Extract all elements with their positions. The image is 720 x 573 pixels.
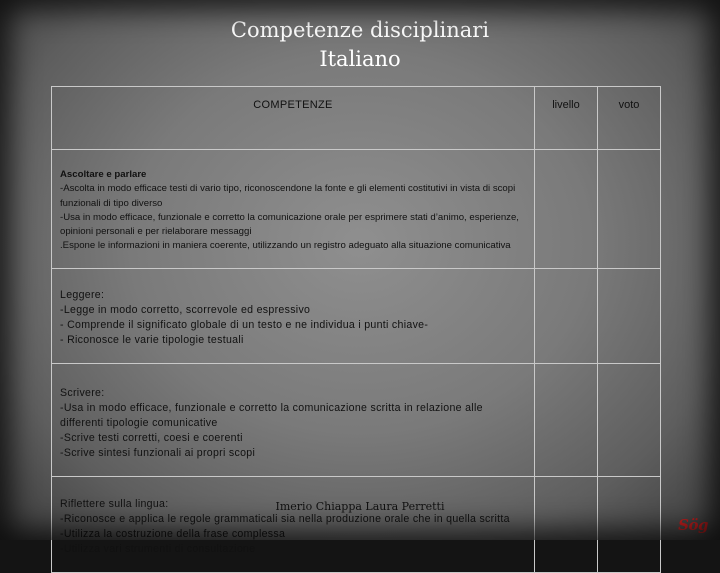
competence-heading: Scrivere: [60, 386, 105, 399]
authors-footer: Imerio Chiappa Laura Perretti [275, 500, 445, 513]
voto-cell [598, 476, 661, 572]
competence-description: -Riconosce e applica le regole grammaticali sia nella produzione orale che in quella scritta -Utilizza la costruzione della frase complessa -Utilizza vari strumenti di consultazione [60, 512, 510, 555]
competence-cell [52, 268, 535, 363]
competence-heading: Ascoltare e parlare [60, 169, 147, 181]
livello-cell [535, 363, 598, 476]
livello-cell [535, 150, 598, 269]
logo: Sög [678, 516, 708, 534]
table-header-row [52, 87, 661, 150]
livello-cell [535, 268, 598, 363]
competence-description: -Usa in modo efficace, funzionale e corretto la comunicazione scritta in relazione alle differenti tipologie comunicative -Scrive testi corretti, coesi e coerenti -Scrive sintesi funzionali ai propri scopi [60, 401, 483, 459]
competence-cell [52, 150, 535, 269]
header-voto: voto [598, 87, 661, 150]
table-row [52, 268, 661, 363]
table-row [52, 150, 661, 269]
competence-description: -Ascolta in modo efficace testi di vario tipo, riconoscendone la fonte e gli elementi costitutivi in vista di scopi funzionali di tipo diverso -Usa in modo efficace, funzionale e corretto la comunicazione orale per esprimere stati d’animo, esperienze, opinioni personali e per rielaborare messaggi .Espone le informazioni in maniera coerente, utilizzando un registro adeguato alla situazione comunicativa [60, 183, 519, 252]
voto-cell [598, 150, 661, 269]
competence-heading: Leggere: [60, 288, 105, 301]
title-line-1: Competenze disciplinari [230, 18, 490, 42]
voto-cell [598, 268, 661, 363]
header-competenze: COMPETENZE [52, 87, 535, 150]
competence-cell [52, 476, 535, 572]
voto-cell [598, 363, 661, 476]
livello-cell [535, 476, 598, 572]
header-livello: livello [535, 87, 598, 150]
slide-title [0, 16, 720, 74]
competence-description: -Legge in modo corretto, scorrevole ed espressivo - Comprende il significato globale di un testo e ne individua i punti chiave- - Riconosce le varie tipologie testuali [60, 303, 429, 346]
table-row [52, 476, 661, 572]
competence-heading: Riflettere sulla lingua: [60, 497, 169, 510]
table-row [52, 363, 661, 476]
title-line-2: Italiano [319, 47, 401, 71]
competence-cell [52, 363, 535, 476]
